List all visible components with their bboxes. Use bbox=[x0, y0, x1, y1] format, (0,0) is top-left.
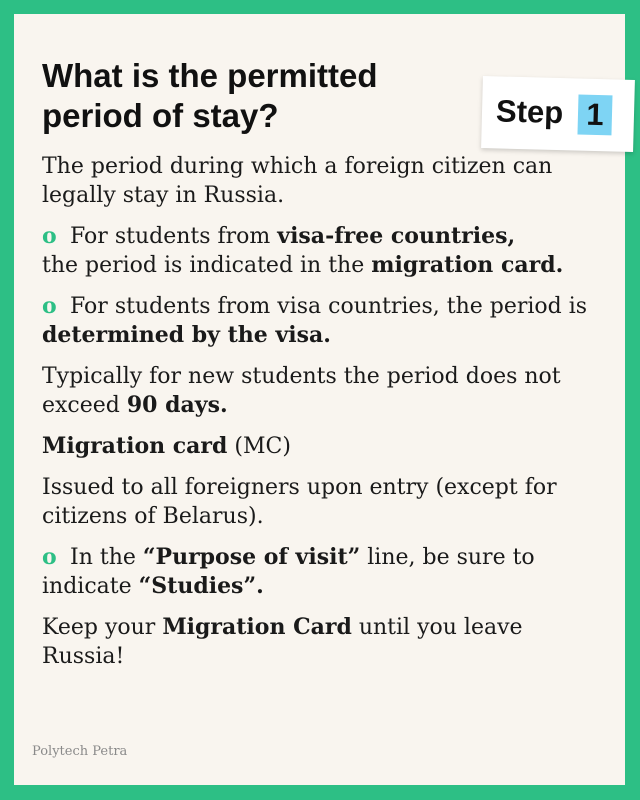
step-label: Step bbox=[495, 93, 564, 131]
bullet-marker: o bbox=[42, 293, 57, 319]
bullet-marker: o bbox=[42, 544, 57, 570]
title-line-1: What is the permitted bbox=[42, 57, 378, 94]
text-segment: line, be sure to indicate bbox=[42, 545, 535, 599]
migration-card-heading bbox=[42, 432, 602, 461]
bold-segment: 90 days. bbox=[126, 392, 228, 418]
content-body bbox=[42, 152, 602, 683]
text-segment: Keep your bbox=[42, 615, 163, 640]
text-segment: Typically for new students the period does not exceed bbox=[42, 364, 561, 418]
typical-paragraph bbox=[42, 362, 602, 420]
bold-segment: determined by the visa. bbox=[42, 322, 331, 348]
bold-segment: Migration card bbox=[42, 433, 228, 459]
title-line-2: period of stay? bbox=[42, 97, 279, 134]
bold-segment: visa-free countries, bbox=[277, 223, 516, 249]
text-segment: (MC) bbox=[227, 434, 291, 459]
keep-paragraph bbox=[42, 613, 602, 671]
bullet-visa bbox=[42, 292, 602, 350]
bullet-marker: o bbox=[42, 223, 57, 249]
page-title bbox=[42, 56, 378, 136]
bold-segment: migration card. bbox=[371, 252, 564, 278]
bullet-purpose bbox=[42, 543, 602, 601]
footer-brand: Polytech Petra bbox=[32, 744, 128, 759]
text-segment: until you leave Russia! bbox=[42, 615, 523, 669]
bold-segment: Migration Card bbox=[162, 614, 352, 640]
text-segment: For students from bbox=[70, 224, 278, 249]
issued-paragraph: Issued to all foreigners upon entry (except for citizens of Belarus). bbox=[42, 475, 557, 529]
text-segment: For students from visa countries, the period is bbox=[70, 294, 588, 319]
text-segment: the period is indicated in the bbox=[42, 253, 372, 278]
step-number: 1 bbox=[577, 95, 612, 136]
bold-segment: “Purpose of visit” bbox=[142, 544, 361, 570]
text-segment: In the bbox=[70, 545, 143, 570]
intro-paragraph: The period during which a foreign citizen can legally stay in Russia. bbox=[42, 154, 553, 208]
bullet-visa-free bbox=[42, 222, 602, 280]
step-badge bbox=[481, 76, 635, 152]
bold-segment: “Studies”. bbox=[138, 573, 264, 599]
